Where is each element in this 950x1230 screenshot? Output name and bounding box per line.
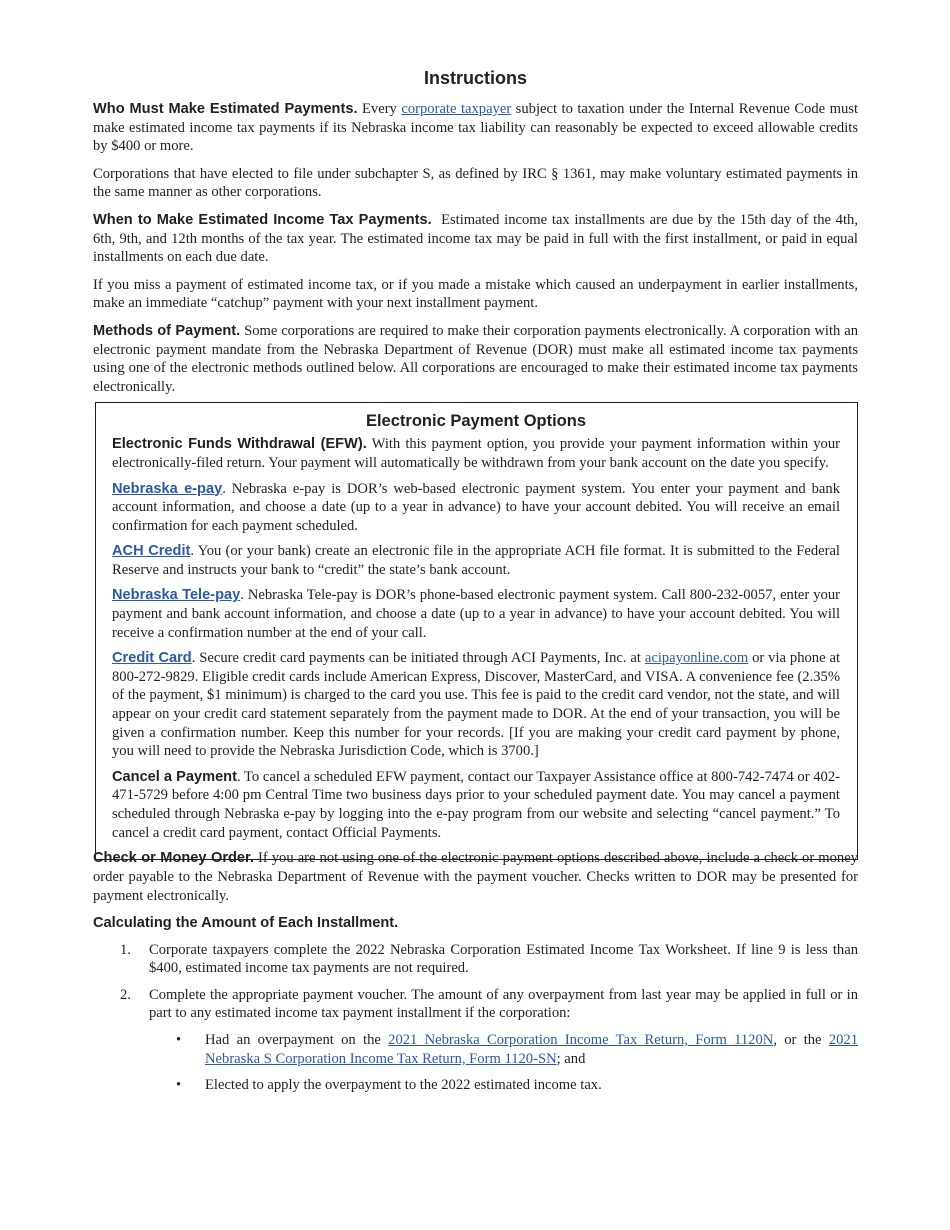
calc-heading: Calculating the Amount of Each Installment. — [93, 915, 399, 932]
bullet-text: Elected to apply the overpayment to the 2022 estimated income tax. — [205, 1077, 602, 1094]
page-title: Instructions — [423, 68, 527, 88]
when-paragraph — [93, 211, 862, 267]
ach-credit-link[interactable]: ACH Credit — [112, 543, 191, 560]
credit-card-link[interactable]: Credit Card — [112, 650, 192, 667]
item-text: Corporate taxpayers complete the 2022 Nebraska Corporation Estimated Income Tax Worksheet. If line 9 is less than $400, estimated income tax payments are not required. — [149, 941, 858, 977]
epo-title: Electronic Payment Options — [365, 412, 587, 431]
item-number: 1. — [120, 941, 131, 958]
bullet-post: ; and — [556, 1050, 586, 1067]
methods-heading: Methods of Payment. — [93, 322, 241, 339]
nebraska-telepay-link[interactable]: Nebraska Tele-pay — [112, 587, 241, 604]
telepay-text: . Nebraska Tele-pay is DOR’s phone-based electronic payment system. Call 800-232-0057, enter your payment and bank account information, and choose a date (up to a year in advance) to have your account debited. You will receive a confirmation number at the end of your call. — [112, 587, 840, 641]
acipayonline-link[interactable]: acipayonline.com — [644, 650, 749, 667]
corporate-taxpayer-link[interactable]: corporate taxpayer — [401, 101, 512, 117]
bullet-icon: • — [176, 1077, 182, 1094]
nebraska-epay-link[interactable]: Nebraska e-pay — [112, 480, 223, 497]
ach-paragraph — [112, 542, 840, 579]
calc-list — [93, 941, 858, 1095]
bullet-icon: • — [176, 1032, 182, 1049]
credit-pre: . Secure credit card payments can be initiated through ACI Payments, Inc. at — [191, 650, 645, 667]
who-heading: Who Must Make Estimated Payments. — [93, 101, 358, 117]
check-text: If you are not using one of the electronic payment options described above, include a check or money order payable to the Nebraska Department of Revenue with the payment voucher. Checks written to DOR may be presented for payment electronically. — [93, 850, 858, 904]
item-number: 2. — [120, 986, 131, 1003]
form-1120sn-link[interactable]: 2021 Nebraska S Corporation Income Tax Return, Form 1120-SN — [205, 1032, 858, 1067]
bullet-mid: , or the — [773, 1032, 829, 1049]
cancel-heading: Cancel a Payment — [112, 768, 237, 785]
check-heading: Check or Money Order. — [93, 850, 254, 867]
efw-heading: Electronic Funds Withdrawal (EFW). — [112, 436, 367, 453]
ach-text: . You (or your bank) create an electronic file in the appropriate ACH file format. It is submitted to the Federal Reserve and instructs your bank to “credit” the state’s bank account. — [112, 543, 840, 578]
telepay-paragraph — [112, 586, 840, 642]
cancel-paragraph — [112, 768, 840, 842]
who-text: subject to taxation under the Internal Revenue Code must make estimated income tax payments if its Nebraska income tax liability can reasonably be expected to exceed allowable credits by $400 or more. — [93, 101, 858, 155]
efw-text: With this payment option, you provide your payment information within your electronically-filed return. Your payment will automatically be withdrawn from your bank account on the date you specify. — [112, 436, 840, 471]
catchup-paragraph: If you miss a payment of estimated income tax, or if you made a mistake which caused an underpayment in earlier installments, make an immediate “catchup” payment with your next installment payment. — [93, 276, 858, 312]
item-text: Complete the appropriate payment voucher. The amount of any overpayment from last year may be applied in full or in part to any estimated income tax payment installment if the corporation: — [149, 986, 858, 1022]
cancel-text: . To cancel a scheduled EFW payment, contact our Taxpayer Assistance office at 800-742-7474 or 402-471-5729 before 4:00 pm Central Time two business days prior to your scheduled payment date. You may cancel a payment scheduled through Nebraska e-pay by logging into the e-pay program from our website and selecting “cancel payment.” To cancel a credit card payment, contact Official Payments. — [112, 768, 840, 841]
electronic-payment-options-box — [95, 402, 858, 860]
credit-text: or via phone at 800-272-9829. Eligible credit cards include American Express, Discover, MasterCard, and VISA. A convenience fee (2.35% of the payment, $1 minimum) is charged to the card you use. This fee is paid to the credit card vendor, not the state, and will appear on your credit card statement separately from the payment made to DOR. At the end of your transaction, you will be given a confirmation number. Keep this number for your records. [If you are making your credit card payment by phone, you will need to provide the Nebraska Jurisdiction Code, which is 3700.] — [112, 650, 841, 760]
form-1120n-link[interactable]: 2021 Nebraska Corporation Income Tax Return, Form 1120N — [388, 1032, 774, 1049]
efw-paragraph — [112, 435, 840, 472]
methods-text: Some corporations are required to make their corporation payments electronically. A corporation with an electronic payment mandate from the Nebraska Department of Revenue (DOR) must make all estimated income tax payments using one of the electronic methods outlined below. All corporations are encouraged to make their estimated income tax payments electronically. — [93, 322, 858, 395]
bullet-pre: Had an overpayment on the — [205, 1032, 389, 1049]
when-heading: When to Make Estimated Income Tax Payments. — [93, 211, 432, 228]
epay-paragraph — [112, 480, 840, 536]
bullet-item — [149, 1031, 858, 1068]
bullet-item — [149, 1076, 858, 1095]
bullet-list — [149, 1031, 858, 1095]
who-paragraph — [93, 100, 858, 156]
list-item — [93, 941, 858, 978]
list-item — [93, 986, 858, 1095]
instructions-page — [93, 62, 862, 1103]
epay-text: . Nebraska e-pay is DOR’s web-based electronic payment system. You enter your payment and bank account information, and choose a date (up to a year in advance) to have your account debited. You will receive an email confirmation for each payment scheduled. — [112, 480, 840, 534]
subchapter-s-paragraph: Corporations that have elected to file under subchapter S, as defined by IRC § 1361, may make voluntary estimated payments in the same manner as other corporations. — [93, 165, 858, 201]
methods-paragraph — [93, 322, 858, 396]
who-pre: Every — [357, 101, 402, 117]
when-text: Estimated income tax installments are due by the 15th day of the 4th, 6th, 9th, and 12th months of the tax year. The estimated income tax may be paid in full with the first installment, or paid in equal installments on each due date. — [93, 211, 862, 266]
credit-card-paragraph — [112, 649, 840, 761]
